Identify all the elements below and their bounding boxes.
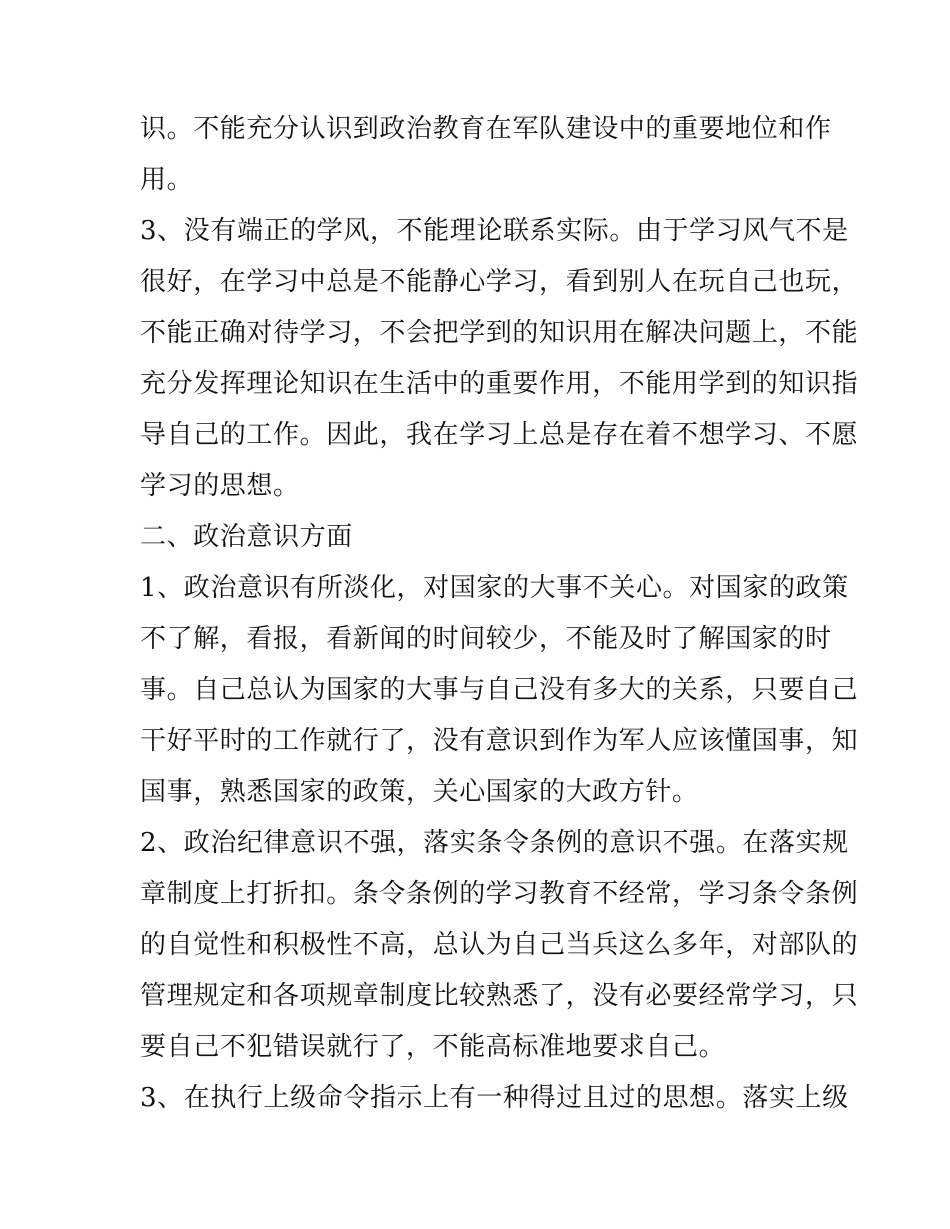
text-line: 2、政治纪律意识不强，落实条令条例的意识不强。在落实规 <box>140 828 849 858</box>
text-line: 用。 <box>140 165 194 195</box>
text-line: 干好平时的工作就行了，没有意识到作为军人应该懂国事，知 <box>140 726 859 756</box>
document-body <box>140 104 859 1124</box>
text-line: 事。自己总认为国家的大事与自己没有多大的关系，只要自己 <box>140 675 859 705</box>
text-line: 3、在执行上级命令指示上有一种得过且过的思想。落实上级 <box>140 1083 849 1113</box>
text-line: 充分发挥理论知识在生活中的重要作用，不能用学到的知识指 <box>140 369 859 399</box>
text-line: 不了解，看报，看新闻的时间较少，不能及时了解国家的时 <box>140 624 832 654</box>
text-line: 很好，在学习中总是不能静心学习，看到别人在玩自己也玩， <box>140 267 859 297</box>
text-line: 的自觉性和积极性不高，总认为自己当兵这么多年，对部队的 <box>140 930 859 960</box>
text-line: 国事，熟悉国家的政策，关心国家的大政方针。 <box>140 777 699 807</box>
text-line: 3、没有端正的学风，不能理论联系实际。由于学习风气不是 <box>140 216 849 246</box>
section-heading: 二、政治意识方面 <box>140 522 353 552</box>
text-line: 识。不能充分认识到政治教育在军队建设中的重要地位和作 <box>140 114 832 144</box>
text-line: 不能正确对待学习，不会把学到的知识用在解决问题上，不能 <box>140 318 859 348</box>
text-line: 要自己不犯错误就行了，不能高标准地要求自己。 <box>140 1032 726 1062</box>
text-line: 章制度上打折扣。条令条例的学习教育不经常，学习条令条例 <box>140 879 859 909</box>
text-line: 管理规定和各项规章制度比较熟悉了，没有必要经常学习，只 <box>140 981 859 1011</box>
text-line: 1、政治意识有所淡化，对国家的大事不关心。对国家的政策 <box>140 573 849 603</box>
text-line: 学习的思想。 <box>140 471 300 501</box>
text-line: 导自己的工作。因此，我在学习上总是存在着不想学习、不愿 <box>140 420 859 450</box>
